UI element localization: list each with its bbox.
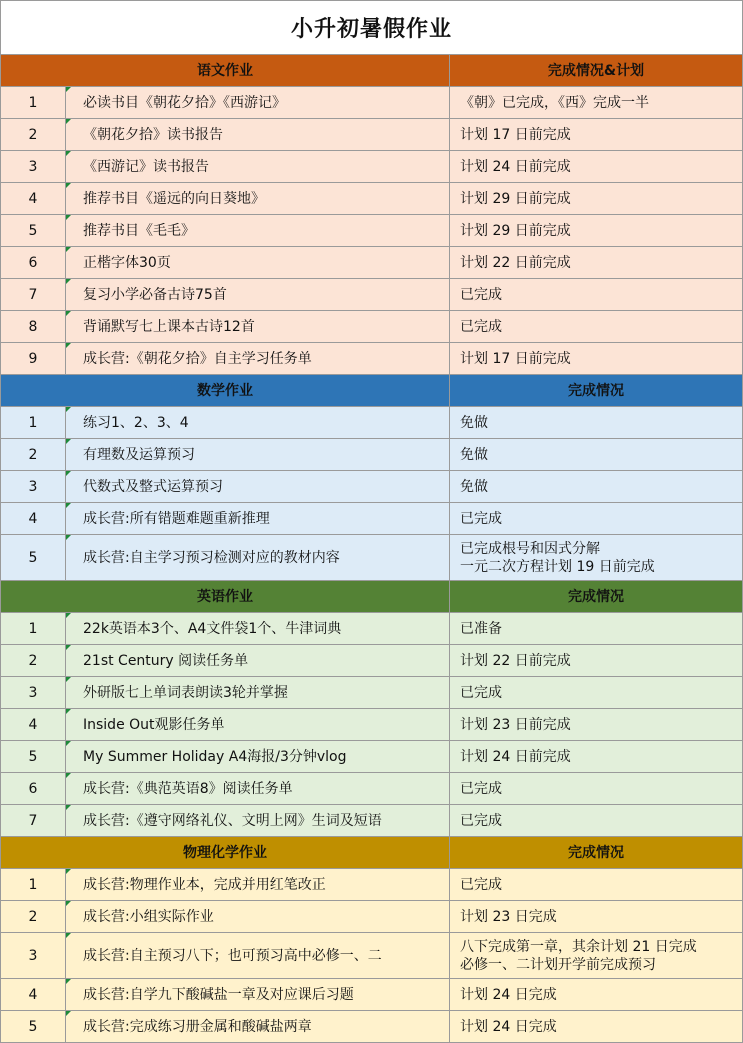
section-status-heading: 完成情况 — [568, 588, 624, 605]
row-number: 1 — [1, 613, 66, 644]
row-number: 4 — [1, 503, 66, 534]
task-cell: Inside Out观影任务单 — [66, 709, 450, 740]
row-number: 4 — [1, 979, 66, 1010]
status-cell: 计划 29 日前完成 — [460, 190, 571, 207]
row-number: 7 — [1, 279, 66, 310]
task-cell: 代数式及整式运算预习 — [66, 471, 450, 502]
section-title: 数学作业 — [1, 375, 450, 406]
table-row — [1, 979, 742, 1011]
status-cell: 免做 — [460, 414, 488, 431]
task-cell: 练习1、2、3、4 — [66, 407, 450, 438]
table-row — [1, 1011, 742, 1043]
status-cell: 已完成 — [460, 780, 502, 797]
page-title: 小升初暑假作业 — [1, 1, 742, 55]
task-cell: 必读书目《朝花夕拾》《西游记》 — [66, 87, 450, 118]
status-cell: 八下完成第一章，其余计划 21 日完成 必修一、二计划开学前完成预习 — [460, 938, 697, 973]
status-cell: 计划 24 日完成 — [460, 1018, 557, 1035]
row-number: 3 — [1, 677, 66, 708]
task-cell: 成长营:小组实际作业 — [66, 901, 450, 932]
table-row — [1, 407, 742, 439]
row-number: 4 — [1, 709, 66, 740]
table-row — [1, 87, 742, 119]
row-number: 2 — [1, 901, 66, 932]
table-row — [1, 901, 742, 933]
status-cell: 已完成 — [460, 684, 502, 701]
row-number: 3 — [1, 933, 66, 978]
status-cell: 《朝》已完成，《西》完成一半 — [460, 94, 649, 111]
status-cell: 免做 — [460, 478, 488, 495]
task-cell: 《朝花夕拾》读书报告 — [66, 119, 450, 150]
section-header-math — [1, 375, 742, 407]
row-number: 2 — [1, 439, 66, 470]
row-number: 2 — [1, 645, 66, 676]
table-row — [1, 709, 742, 741]
task-cell: 成长营:完成练习册金属和酸碱盐两章 — [66, 1011, 450, 1042]
task-cell: 成长营:所有错题难题重新推理 — [66, 503, 450, 534]
table-row — [1, 677, 742, 709]
task-cell: 推荐书目《遥远的向日葵地》 — [66, 183, 450, 214]
row-number: 4 — [1, 183, 66, 214]
row-number: 9 — [1, 343, 66, 374]
table-row — [1, 247, 742, 279]
row-number: 1 — [1, 87, 66, 118]
table-row — [1, 119, 742, 151]
row-number: 7 — [1, 805, 66, 836]
section-title: 语文作业 — [1, 55, 450, 86]
section-status-heading: 完成情况 — [568, 844, 624, 861]
task-cell: 成长营:《遵守网络礼仪、文明上网》生词及短语 — [66, 805, 450, 836]
row-number: 1 — [1, 869, 66, 900]
row-number: 1 — [1, 407, 66, 438]
status-cell: 计划 23 日完成 — [460, 908, 557, 925]
table-row — [1, 535, 742, 581]
section-header-english — [1, 581, 742, 613]
task-cell: 成长营:自学九下酸碱盐一章及对应课后习题 — [66, 979, 450, 1010]
table-row — [1, 933, 742, 979]
task-cell: 复习小学必备古诗75首 — [66, 279, 450, 310]
status-cell: 已准备 — [460, 620, 502, 637]
table-row — [1, 439, 742, 471]
status-cell: 计划 17 日前完成 — [460, 350, 571, 367]
table-row — [1, 151, 742, 183]
table-row — [1, 311, 742, 343]
task-cell: 外研版七上单词表朗读3轮并掌握 — [66, 677, 450, 708]
status-cell: 已完成根号和因式分解 一元二次方程计划 19 日前完成 — [460, 540, 655, 575]
task-cell: 22k英语本3个、A4文件袋1个、牛津词典 — [66, 613, 450, 644]
status-cell: 已完成 — [460, 510, 502, 527]
task-cell: 成长营:《典范英语8》阅读任务单 — [66, 773, 450, 804]
status-cell: 计划 17 日前完成 — [460, 126, 571, 143]
table-row — [1, 645, 742, 677]
status-cell: 计划 22 日前完成 — [460, 254, 571, 271]
status-cell: 计划 29 日前完成 — [460, 222, 571, 239]
task-cell: 《西游记》读书报告 — [66, 151, 450, 182]
status-cell: 已完成 — [460, 876, 502, 893]
table-row — [1, 741, 742, 773]
status-cell: 计划 24 日前完成 — [460, 748, 571, 765]
table-row — [1, 503, 742, 535]
row-number: 3 — [1, 471, 66, 502]
table-row — [1, 183, 742, 215]
status-cell: 已完成 — [460, 318, 502, 335]
status-cell: 已完成 — [460, 812, 502, 829]
section-header-physchem — [1, 837, 742, 869]
table-row — [1, 869, 742, 901]
table-row — [1, 471, 742, 503]
table-row — [1, 773, 742, 805]
row-number: 8 — [1, 311, 66, 342]
status-cell: 计划 23 日前完成 — [460, 716, 571, 733]
row-number: 3 — [1, 151, 66, 182]
section-title: 英语作业 — [1, 581, 450, 612]
task-cell: 成长营:自主学习预习检测对应的教材内容 — [66, 535, 450, 580]
table-row — [1, 279, 742, 311]
table-row — [1, 613, 742, 645]
task-cell: My Summer Holiday A4海报/3分钟vlog — [66, 741, 450, 772]
status-cell: 计划 22 日前完成 — [460, 652, 571, 669]
task-cell: 背诵默写七上课本古诗12首 — [66, 311, 450, 342]
section-header-chinese — [1, 55, 742, 87]
table-row — [1, 215, 742, 247]
row-number: 6 — [1, 773, 66, 804]
row-number: 2 — [1, 119, 66, 150]
task-cell: 有理数及运算预习 — [66, 439, 450, 470]
row-number: 5 — [1, 741, 66, 772]
task-cell: 推荐书目《毛毛》 — [66, 215, 450, 246]
task-cell: 成长营:《朝花夕拾》自主学习任务单 — [66, 343, 450, 374]
status-cell: 已完成 — [460, 286, 502, 303]
status-cell: 免做 — [460, 446, 488, 463]
task-cell: 成长营:物理作业本，完成并用红笔改正 — [66, 869, 450, 900]
row-number: 5 — [1, 215, 66, 246]
table-row — [1, 805, 742, 837]
section-title: 物理化学作业 — [1, 837, 450, 868]
section-status-heading: 完成情况 — [568, 382, 624, 399]
row-number: 5 — [1, 1011, 66, 1042]
status-cell: 计划 24 日完成 — [460, 986, 557, 1003]
task-cell: 正楷字体30页 — [66, 247, 450, 278]
table-row — [1, 343, 742, 375]
task-cell: 成长营:自主预习八下；也可预习高中必修一、二 — [66, 933, 450, 978]
row-number: 5 — [1, 535, 66, 580]
section-status-heading: 完成情况&计划 — [547, 62, 645, 79]
status-cell: 计划 24 日前完成 — [460, 158, 571, 175]
task-cell: 21st Century 阅读任务单 — [66, 645, 450, 676]
row-number: 6 — [1, 247, 66, 278]
